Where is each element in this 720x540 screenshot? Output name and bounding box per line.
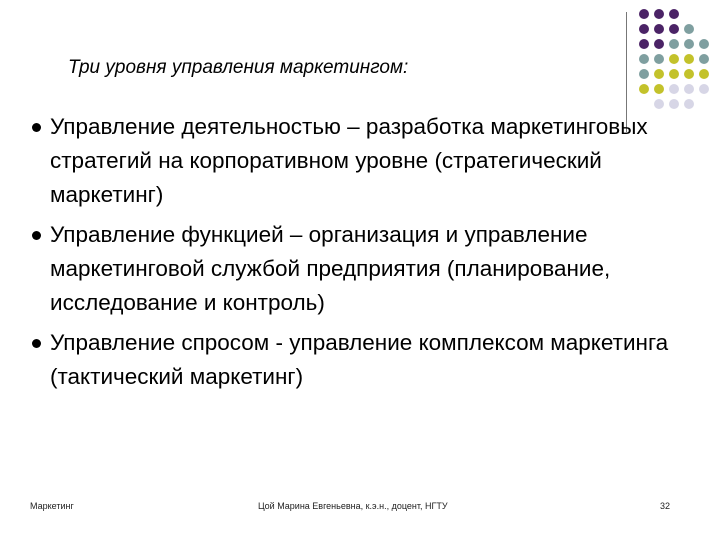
decorative-dot bbox=[639, 69, 649, 79]
decorative-dot bbox=[669, 39, 679, 49]
decorative-dot bbox=[654, 39, 664, 49]
bullet-item bbox=[32, 110, 692, 212]
decorative-dot bbox=[684, 84, 694, 94]
decorative-dot bbox=[654, 99, 664, 109]
decorative-dot bbox=[639, 54, 649, 64]
decorative-dot bbox=[639, 39, 649, 49]
bullet-item bbox=[32, 218, 692, 320]
decorative-dot bbox=[699, 69, 709, 79]
decorative-dot bbox=[669, 9, 679, 19]
decorative-dot bbox=[654, 69, 664, 79]
bullet-text: Управление спросом - управление комплексом маркетинга (тактический маркетинг) bbox=[50, 330, 669, 389]
decorative-dot bbox=[669, 84, 679, 94]
footer-page-number: 32 bbox=[660, 501, 671, 511]
bullet-text: Управление деятельностью – разработка маркетинговых стратегий на корпоративном уровне (стратегический маркетинг) bbox=[50, 114, 648, 207]
decorative-dot bbox=[684, 69, 694, 79]
bullet-text: Управление функцией – организация и управление маркетинговой службой предприятия (планирование, исследование и контроль) bbox=[50, 222, 611, 315]
decorative-dot bbox=[669, 54, 679, 64]
decorative-dot bbox=[654, 24, 664, 34]
footer-left: Маркетинг bbox=[30, 501, 74, 511]
decorative-dot bbox=[654, 9, 664, 19]
decorative-dot bbox=[639, 9, 649, 19]
decorative-dot bbox=[639, 24, 649, 34]
decorative-dot bbox=[669, 24, 679, 34]
decorative-dot bbox=[654, 84, 664, 94]
bullet-marker-icon bbox=[32, 339, 41, 348]
decorative-dot bbox=[684, 24, 694, 34]
decorative-dot bbox=[684, 54, 694, 64]
decorative-dot bbox=[684, 39, 694, 49]
decorative-dot bbox=[669, 69, 679, 79]
decorative-dot bbox=[699, 39, 709, 49]
bullet-list bbox=[32, 110, 692, 400]
decorative-dot bbox=[654, 54, 664, 64]
bullet-marker-icon bbox=[32, 231, 41, 240]
footer-center: Цой Марина Евгеньевна, к.э.н., доцент, НГТУ bbox=[258, 501, 448, 511]
decorative-dot bbox=[684, 99, 694, 109]
bullet-item bbox=[32, 326, 692, 394]
decorative-dot bbox=[699, 54, 709, 64]
decorative-dot-grid bbox=[639, 9, 719, 119]
decorative-dot bbox=[669, 99, 679, 109]
decorative-dot bbox=[699, 84, 709, 94]
slide-title: Три уровня управления маркетингом: bbox=[68, 57, 409, 78]
decorative-dot bbox=[639, 84, 649, 94]
bullet-marker-icon bbox=[32, 123, 41, 132]
